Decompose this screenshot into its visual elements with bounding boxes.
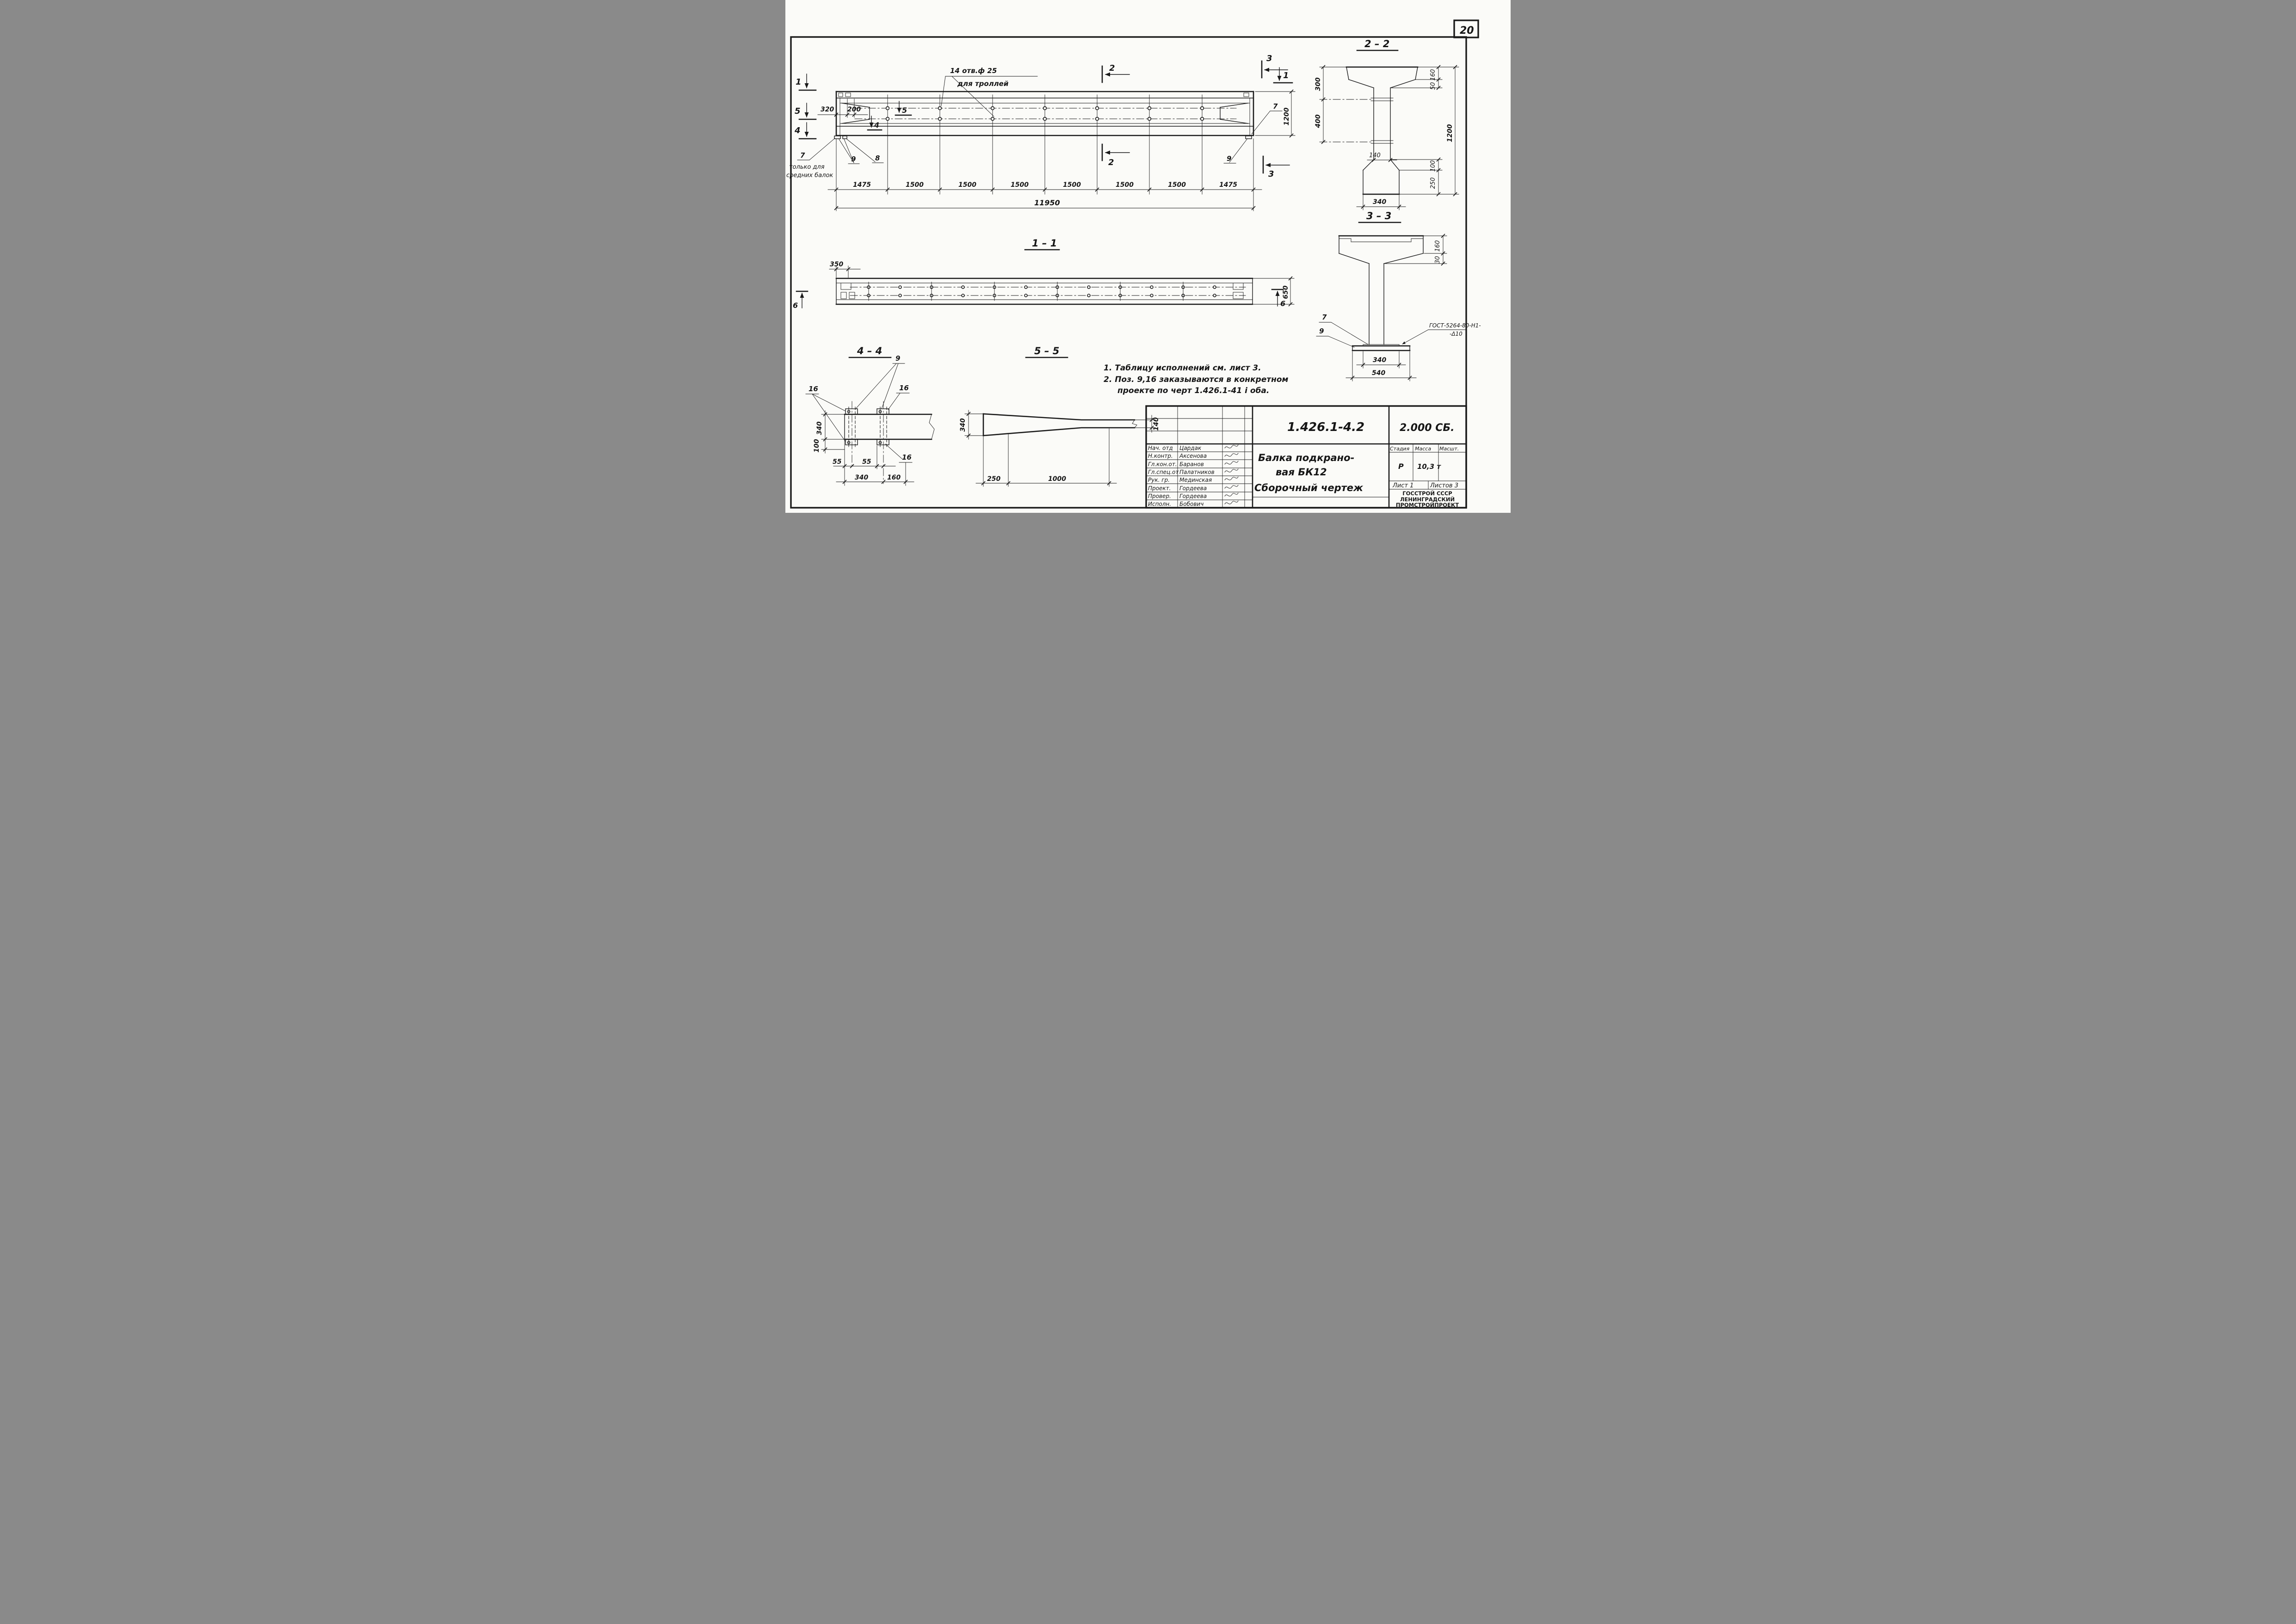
dim-540-33: 540: [1372, 369, 1386, 377]
chain-dim: 1475: [1219, 181, 1237, 189]
section-5-5-title: 5 – 5: [1034, 345, 1060, 357]
section-4-4-title: 4 – 4: [857, 345, 883, 357]
label-7-left: 7: [800, 151, 805, 160]
mass-value: 10,3 т: [1417, 462, 1441, 471]
dim-340v-44: 340: [816, 421, 823, 435]
dim-400: 400: [1315, 114, 1322, 128]
label-9-left: 9: [851, 155, 856, 163]
label-16-left: 16: [809, 385, 818, 393]
section-2-2-title: 2 – 2: [1364, 38, 1390, 49]
section-3-3-title: 3 – 3: [1366, 210, 1392, 221]
chain-dim: 1500: [1116, 181, 1134, 189]
chain-dim: 1500: [1063, 181, 1081, 189]
dim-340h-44: 340: [855, 474, 869, 481]
section-5-5-geometry: [983, 414, 1137, 436]
dim-250: 250: [1430, 177, 1437, 189]
col-scale: Масшт.: [1439, 446, 1459, 452]
dim-55b: 55: [862, 458, 871, 466]
section-markers-interior: [868, 101, 911, 130]
main-elevation-view: [786, 54, 1295, 211]
dim-250-55: 250: [987, 475, 1001, 483]
role-label: Гл.спец.от: [1148, 469, 1179, 475]
dim-50: 50: [1430, 82, 1437, 90]
note-2: 2. Поз. 9,16 заказываются в конкретном: [1104, 375, 1289, 384]
section-2-2-dims-right: [1390, 65, 1459, 196]
role-label: Рук. гр.: [1148, 477, 1170, 483]
dim-140: 140: [1369, 152, 1381, 159]
cut-2-top: 2: [1109, 63, 1115, 73]
section-4-4-dims: [813, 411, 914, 486]
view-1-1-title: 1 – 1: [1032, 238, 1057, 249]
marker-6-left-label: 6: [793, 301, 798, 310]
dim-100-44: 100: [813, 439, 821, 453]
dim-160: 160: [1430, 69, 1437, 81]
role-name: Баранов: [1179, 461, 1204, 468]
doc-code: 2.000 СБ.: [1400, 422, 1455, 434]
notes: [1104, 363, 1289, 395]
cut-3-bottom: 3: [1268, 169, 1274, 179]
dim-650: [1253, 277, 1294, 306]
title-block-signature-grid: [1146, 406, 1253, 508]
role-name: Бобович: [1179, 501, 1204, 507]
note-1: 1. Таблицу исполнений см. лист 3.: [1104, 363, 1261, 373]
dim-200: 200: [847, 106, 861, 113]
chain-dim: 1500: [1011, 181, 1029, 189]
dim-1200-22: 1200: [1446, 124, 1454, 142]
dim-1200: [1255, 90, 1295, 137]
page-frame: [791, 20, 1478, 508]
label-9-33: 9: [1319, 327, 1324, 335]
chain-dim: 1475: [853, 181, 871, 189]
weld-note-line1: ГОСТ-5264-80-Н1-: [1429, 322, 1481, 329]
section-3-3-labels: [1316, 313, 1368, 347]
section-4-4: [806, 345, 934, 486]
marker-5-label: 5: [795, 106, 801, 116]
weld-note: [1402, 322, 1481, 344]
hole-callout-text-2: для троллей: [957, 80, 1009, 88]
labels-left: [786, 138, 883, 179]
label-9-44: 9: [895, 354, 901, 363]
plan-holes: [867, 282, 1216, 301]
marker-1-right-label: 1: [1283, 71, 1289, 80]
dim-30-33: 30: [1434, 256, 1441, 264]
note-middle-beams-1: только для: [789, 164, 825, 171]
marker-6-left: [793, 291, 808, 310]
section-3-3-profile: [1339, 236, 1423, 351]
chain-dim: 1500: [958, 181, 976, 189]
section-2-2: [1315, 38, 1459, 210]
dim-340-33: 340: [1373, 357, 1387, 364]
chain-dim: 1500: [906, 181, 924, 189]
marker-6-right-label: 6: [1280, 299, 1286, 308]
weld-note-line2: -Δ10: [1450, 331, 1463, 337]
dim-100: 100: [1430, 160, 1437, 172]
dim-320-200: [818, 99, 868, 117]
marker-1-label: 1: [796, 77, 802, 87]
view-1-1: [793, 238, 1294, 310]
signature-scribbles: [1225, 445, 1238, 504]
label-9-right: 9: [1227, 154, 1232, 163]
section-2-2-dim-140: [1367, 152, 1397, 162]
label-16-bottom: 16: [902, 453, 912, 461]
dim-1200-label: 1200: [1283, 107, 1290, 126]
role-name: Палатников: [1179, 469, 1215, 475]
total-dim: 11950: [1034, 198, 1060, 207]
role-label: Н.контр.: [1148, 453, 1173, 459]
note-3: проекте по черт 1.426.1-41 і обa.: [1117, 386, 1270, 395]
dim-350: [829, 261, 860, 277]
section-markers-left: [794, 74, 816, 139]
role-label: Исполн.: [1148, 501, 1172, 507]
plan-outline: [836, 278, 1253, 304]
org-name-3: ПРОМСТРОЙПРОЕКТ: [1395, 502, 1459, 508]
dim-160-44: 160: [887, 474, 901, 481]
role-label: Провер.: [1148, 493, 1171, 499]
cut-2-bottom: 2: [1108, 158, 1114, 167]
product-name-1: Балка подкрано-: [1258, 452, 1355, 463]
label-16-right: 16: [899, 384, 909, 392]
sheets-label: Листов 3: [1430, 482, 1458, 489]
note-middle-beams-2: средних балок: [786, 172, 833, 179]
section-2-2-dims-left: [1315, 65, 1346, 144]
col-stage: Стадия: [1390, 446, 1410, 452]
dim-320: 320: [821, 106, 834, 113]
doc-number: 1.426.1-4.2: [1287, 420, 1365, 434]
dim-1000-55: 1000: [1048, 475, 1066, 483]
role-name: Аксенова: [1179, 453, 1207, 459]
label-8-left: 8: [875, 154, 880, 162]
marker-4-label: 4: [795, 126, 801, 135]
trolley-holes: [855, 95, 1236, 194]
dim-340-22: 340: [1373, 198, 1387, 206]
cut-3-top: 3: [1266, 54, 1272, 63]
product-name-3: Сборочный чертеж: [1254, 482, 1363, 493]
role-name: Гордеева: [1179, 485, 1207, 492]
dim-300: 300: [1315, 77, 1322, 91]
section-2-2-dim-340: [1357, 195, 1406, 210]
role-name: Мединская: [1179, 477, 1212, 483]
section-4-4-geometry: [845, 401, 934, 484]
stage-value: Р: [1398, 462, 1404, 471]
role-name: Цардак: [1179, 445, 1202, 451]
sheet-label: Лист 1: [1393, 482, 1414, 489]
section-3-3-dims-bottom: [1346, 351, 1416, 381]
org-name-2: ЛЕНИНГРАДСКИЙ: [1400, 496, 1455, 503]
dim-340-55: 340: [959, 418, 967, 432]
role-label: Гл.кон.от.: [1148, 461, 1177, 468]
drawing-sheet: [785, 0, 1511, 513]
cut-line-2: [1102, 63, 1129, 167]
section-4-4-labels: [806, 354, 912, 462]
section-3-3: [1316, 210, 1481, 381]
role-label: Проект.: [1148, 485, 1171, 492]
dim-650-label: 650: [1282, 285, 1290, 299]
title-block: [1146, 406, 1466, 508]
chain-dim: 1500: [1168, 181, 1186, 189]
section-2-2-profile: [1320, 67, 1418, 194]
label-7-33: 7: [1322, 313, 1327, 321]
role-label: Нач. отд: [1148, 445, 1173, 451]
sheet-number: 20: [1460, 25, 1474, 37]
marker-4-int: 4: [874, 121, 880, 129]
product-name-2: вая БК12: [1276, 467, 1327, 478]
marker-5-int: 5: [902, 106, 907, 115]
dim-350-label: 350: [830, 261, 844, 268]
col-mass: Масса: [1415, 446, 1432, 452]
label-7-right: 7: [1273, 102, 1278, 111]
org-name-1: ГОССТРОЙ СССР: [1402, 490, 1452, 497]
dim-140-55: 140: [1153, 417, 1160, 431]
dim-160-33: 160: [1434, 240, 1441, 252]
section-5-5-dims: [959, 410, 1160, 486]
dim-55a: 55: [833, 458, 842, 466]
hole-callout-text-1: 14 отв.ф 25: [950, 67, 997, 75]
role-name: Гордеева: [1179, 493, 1207, 499]
